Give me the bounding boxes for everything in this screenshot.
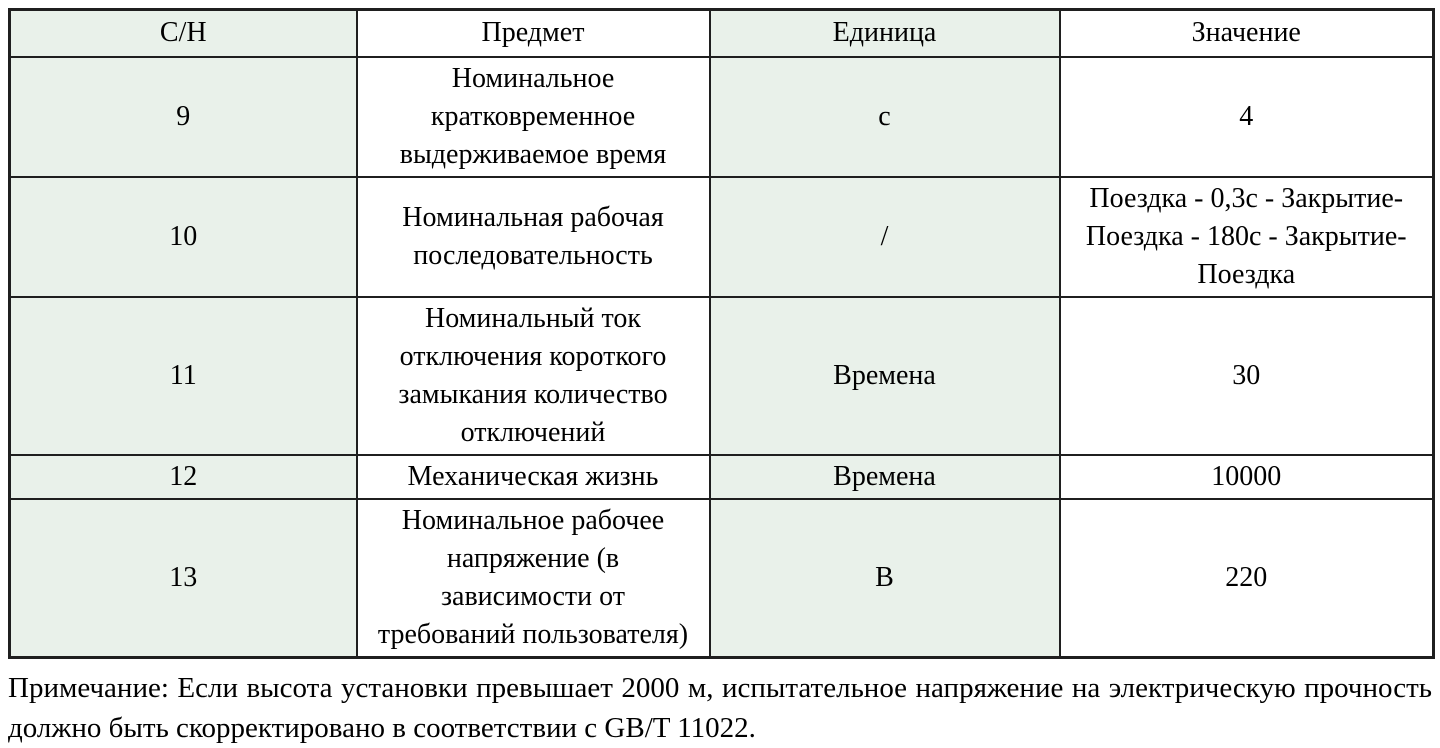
cell-value: 220 (1060, 499, 1434, 658)
col-header-sn: С/Н (10, 10, 357, 57)
cell-value: 10000 (1060, 455, 1434, 499)
cell-item: Номинальная рабочая последовательность (357, 177, 710, 297)
cell-sn: 13 (10, 499, 357, 658)
cell-sn: 9 (10, 57, 357, 177)
cell-unit: с (710, 57, 1060, 177)
cell-unit: / (710, 177, 1060, 297)
table-row (10, 57, 1434, 177)
cell-sn: 10 (10, 177, 357, 297)
cell-sn: 12 (10, 455, 357, 499)
cell-sn: 11 (10, 297, 357, 455)
table-header-row (10, 10, 1434, 57)
spec-table (8, 8, 1435, 659)
table-row (10, 177, 1434, 297)
cell-unit: Времена (710, 455, 1060, 499)
cell-unit: В (710, 499, 1060, 658)
table-row (10, 297, 1434, 455)
cell-value: 30 (1060, 297, 1434, 455)
cell-item: Номинальный ток отключения короткого замыкания количество отключений (357, 297, 710, 455)
col-header-value: Значение (1060, 10, 1434, 57)
col-header-unit: Единица (710, 10, 1060, 57)
cell-value: Поездка - 0,3с - Закрытие-Поездка - 180с - Закрытие-Поездка (1060, 177, 1434, 297)
table-row (10, 499, 1434, 658)
cell-item: Механическая жизнь (357, 455, 710, 499)
note-text: Примечание: Если высота установки превышает 2000 м, испытательное напряжение на электрическую прочность должно быть скорректировано в соответствии с GB/T 11022. (8, 671, 1432, 744)
table-row (10, 455, 1434, 499)
cell-item: Номинальное рабочее напряжение (в зависимости от требований пользователя) (357, 499, 710, 658)
cell-item: Номинальное кратковременное выдерживаемое время (357, 57, 710, 177)
cell-value: 4 (1060, 57, 1434, 177)
col-header-item: Предмет (357, 10, 710, 57)
cell-unit: Времена (710, 297, 1060, 455)
